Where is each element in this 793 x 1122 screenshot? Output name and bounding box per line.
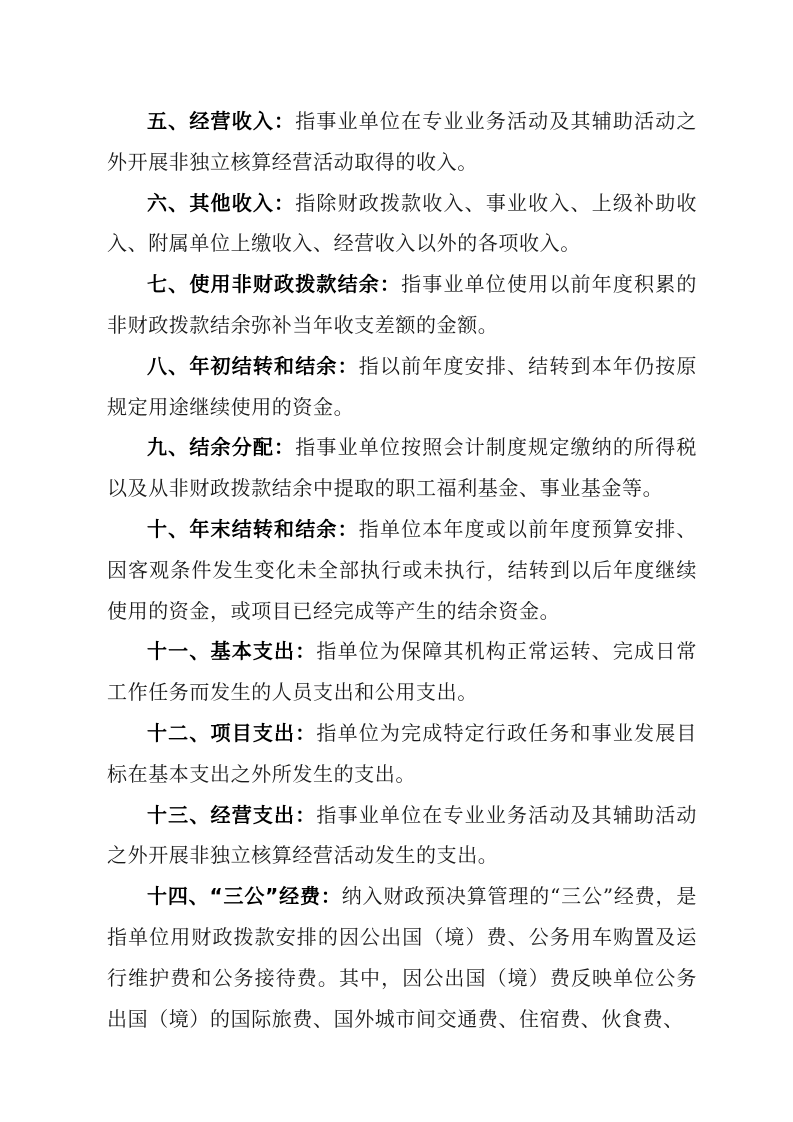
term-heading: 十四、“三公”经费： (147, 884, 342, 909)
term-heading: 七、使用非财政拨款结余： (147, 272, 402, 297)
term-definition: 指单位为完成特定行政任务和事业发展目标在基本支出之外所发生的支出。 (107, 720, 697, 786)
term-heading: 十三、经营支出： (147, 802, 317, 827)
term-definition: 纳入财政预决算管理的“三公”经费，是指单位用财政拨款安排的因公出国（境）费、公务用车购置及运行维护费和公务接待费。其中，因公出国（境）费反映单位公务出国（境）的国际旅费、国外城市间交通费、住宿费、伙食费、 (107, 884, 697, 1031)
document-body (107, 101, 697, 1039)
term-heading: 六、其他收入： (147, 190, 296, 215)
term-definition: 指事业单位在专业业务活动及其辅助活动之外开展非独立核算经营活动取得的收入。 (107, 109, 697, 174)
term-definition: 指事业单位按照会计制度规定缴纳的所得税以及从非财政拨款结余中提取的职工福利基金、事业基金等。 (107, 435, 697, 501)
paragraph-surplus-distribution (107, 427, 697, 509)
paragraph-other-income (107, 183, 697, 265)
term-heading: 十、年末结转和结余： (147, 516, 359, 541)
paragraph-project-expenditure (107, 713, 697, 795)
paragraph-operating-expenditure (107, 795, 697, 877)
term-definition: 指除财政拨款收入、事业收入、上级补助收入、附属单位上缴收入、经营收入以外的各项收入。 (107, 190, 697, 256)
term-definition: 指事业单位在专业业务活动及其辅助活动之外开展非独立核算经营活动发生的支出。 (107, 802, 697, 868)
paragraph-three-public-expenses (107, 876, 697, 1039)
paragraph-basic-expenditure (107, 631, 697, 713)
term-heading: 八、年初结转和结余： (147, 353, 359, 378)
term-definition: 指单位本年度或以前年度预算安排、因客观条件发生变化未全部执行或未执行，结转到以后年度继续使用的资金，或项目已经完成等产生的结余资金。 (107, 516, 697, 623)
paragraph-non-fiscal-surplus-use (107, 264, 697, 346)
term-heading: 十二、项目支出： (147, 720, 317, 745)
term-definition: 指单位为保障其机构正常运转、完成日常工作任务而发生的人员支出和公用支出。 (107, 639, 697, 705)
term-heading: 五、经营收入： (147, 109, 296, 133)
paragraph-operating-income (107, 101, 697, 183)
term-heading: 九、结余分配： (147, 435, 296, 460)
term-definition: 指事业单位使用以前年度积累的非财政拨款结余弥补当年收支差额的金额。 (107, 272, 697, 337)
paragraph-closing-carryover (107, 509, 697, 631)
term-definition: 指以前年度安排、结转到本年仍按原规定用途继续使用的资金。 (107, 353, 697, 419)
term-heading: 十一、基本支出： (147, 639, 317, 664)
paragraph-opening-carryover (107, 346, 697, 428)
